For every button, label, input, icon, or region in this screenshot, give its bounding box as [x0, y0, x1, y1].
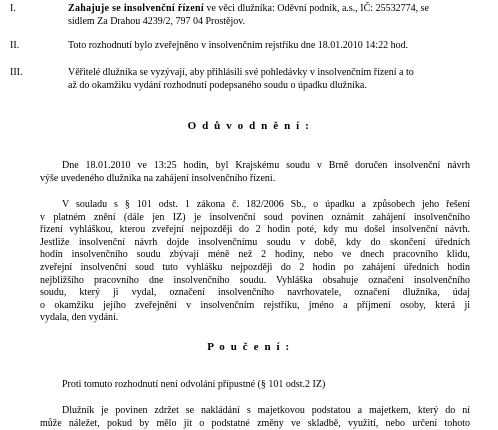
paragraph-line: zveřejní insolvenční soud tuto vyhlášku nejpozději do 2 hodin po zahájení úředních hodin [40, 261, 470, 273]
paragraph-line: vydala, den vydání. [40, 312, 119, 324]
item-line [68, 3, 478, 16]
paragraph-line: Dlužník je povinen zdržet se nakládání s majetkovou podstatou a majetkem, který do ní [62, 405, 470, 416]
section-heading-instruction: P o u č e n í : [207, 341, 291, 353]
paragraph-line: výše uvedeného dlužníka na zahájení insolvenčního řízení. [40, 172, 276, 184]
paragraph-line: soudu, který ji vydal, označení insolvenčního navrhovatele, označení dlužníka, údaj [40, 287, 470, 299]
paragraph-line: Jestliže insolvenční návrh dojde insolvenčnímu soudu v době, kdy do skončení úředních [40, 236, 470, 248]
item-number: I. [10, 3, 16, 14]
item-text [68, 67, 478, 92]
item-line: Věřitelé dlužníka se vyzývají, aby přihlásili své pohledávky v insolvenčním řízení a to [68, 67, 414, 78]
item-text [68, 3, 478, 28]
item-line-text: ve věci dlužníka: Oděvní podnik, a.s., IČ: 25532774, se [203, 3, 429, 14]
paragraph-line: hodin insolvenčního soudu zbývají méně než 2 hodiny, nebo ve dnech pracovního klidu, [40, 249, 470, 261]
section-heading-reasons: O d ů v o d n ě n í : [187, 120, 311, 132]
item-line: sídlem Za Drahou 4239/2, 797 04 Prostějov. [68, 15, 246, 27]
item-line: až do okamžiku vydání rozhodnutí podepsaného soudu o úpadku dlužníka. [68, 79, 367, 91]
paragraph-line: o okamžiku jejího zveřejnění v insolvenčním rejstříku, jméno a příjmení osoby, která ji [40, 299, 470, 311]
paragraph-line: může náležet, pokud by mělo jít o podstatné změny ve skladbě, využití, nebo určení tohoto [40, 417, 470, 429]
paragraph-line: v platném znění (dále jen IZ) je insolvenční soud povinen oznámit zahájení insolvenčního [40, 211, 470, 223]
paragraph-line: řízení vyhláškou, kterou zveřejní nejpozději do 2 hodin poté, kdy mu došel insolvenční návrh. [40, 224, 470, 236]
item-text [68, 40, 478, 53]
reasons-paragraph-2 [40, 199, 470, 325]
paragraph-line: Dne 18.01.2010 ve 13:25 hodin, byl Krajskému soudu v Brně doručen insolvenční návrh [62, 160, 470, 171]
paragraph-line: V souladu s § 101 odst. 1 zákona č. 182/2006 Sb., o úpadku a způsobech jeho řešení [62, 199, 470, 210]
item-bold-text: Zahajuje se insolvenční řízení [68, 3, 204, 14]
item-number: II. [10, 40, 20, 51]
instruction-paragraph-1 [40, 379, 470, 392]
item-line: Toto rozhodnutí bylo zveřejněno v insolvenčním rejstříku dne 18.01.2010 14:22 hod. [68, 40, 409, 51]
paragraph-line: nejbližšího pracovního dne insolvenčního soudu. Vyhláška obsahuje označení insolvenčního [40, 274, 470, 286]
item-number: III. [10, 67, 23, 78]
paragraph-line: Proti tomuto rozhodnutí není odvolání přípustné (§ 101 odst.2 IZ) [62, 379, 326, 390]
reasons-paragraph-1 [40, 160, 470, 185]
instruction-paragraph-2 [40, 405, 470, 430]
